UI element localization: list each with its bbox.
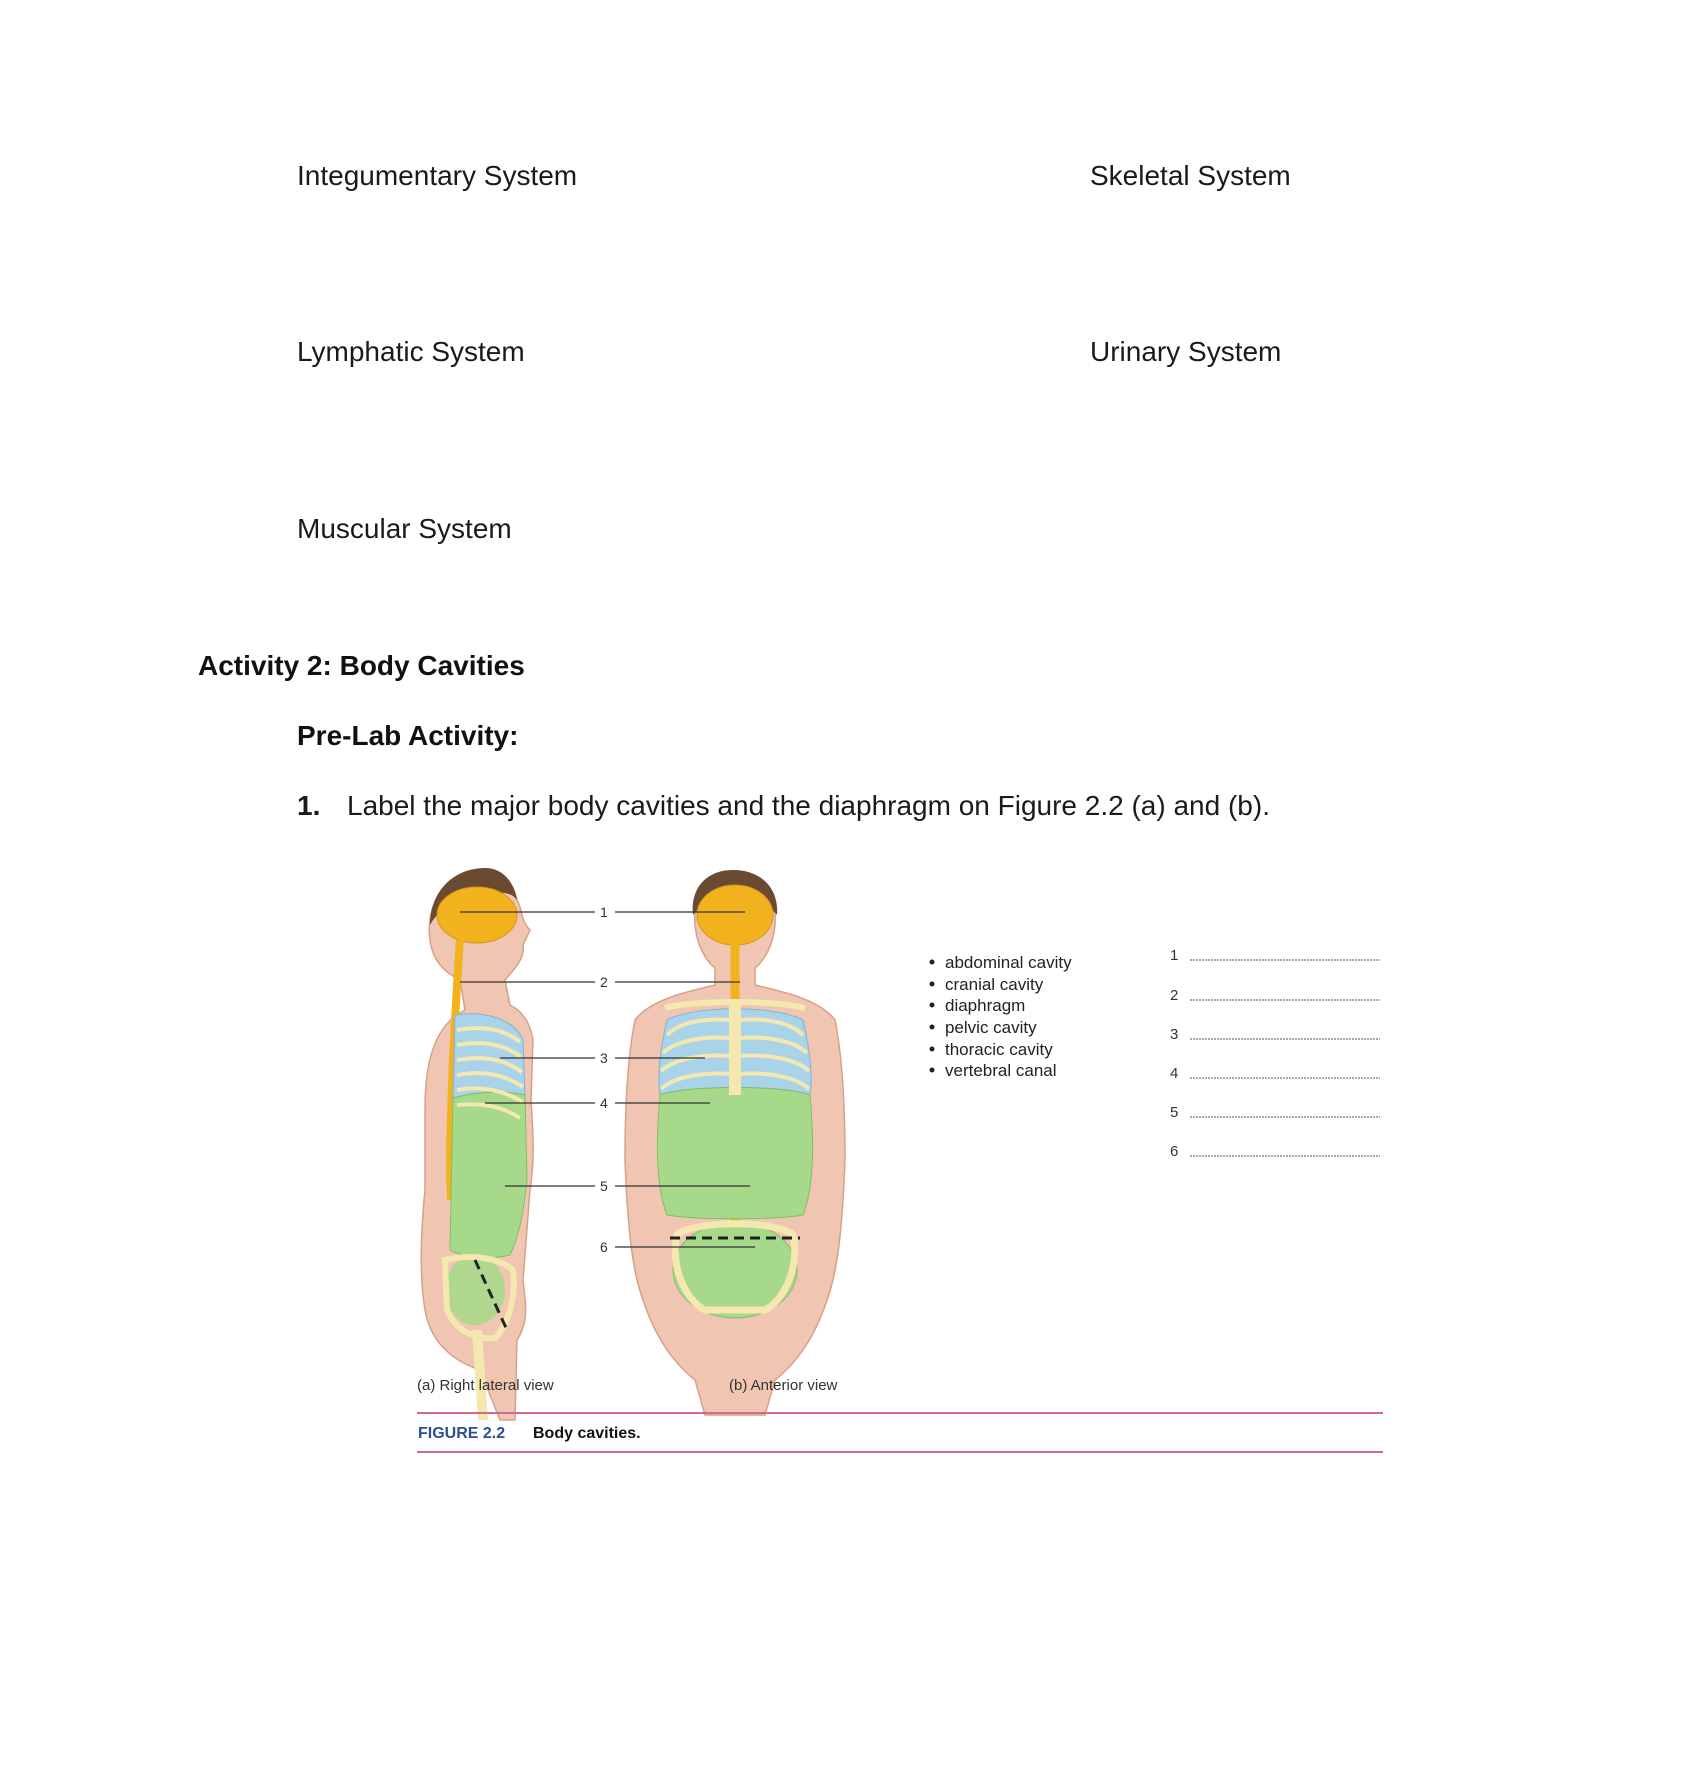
prelab-heading: Pre-Lab Activity: — [297, 720, 519, 751]
leader-number-1: 1 — [600, 904, 608, 920]
anterior-abdominal-cavity — [657, 1088, 812, 1219]
activity-title: Activity 2: Body Cavities — [198, 650, 525, 681]
word-bank — [930, 953, 1073, 1080]
question-1 — [297, 790, 1270, 822]
integumentary-system-label: Integumentary System — [297, 160, 578, 191]
skeletal-system-label: Skeletal System — [1090, 160, 1291, 191]
lateral-view-figure — [421, 868, 533, 1420]
lymphatic-system-label: Lymphatic System — [297, 336, 525, 367]
word-bank-item: vertebral canal — [945, 1061, 1057, 1080]
body-cavities-illustration — [405, 860, 1395, 1470]
word-bank-item: diaphragm — [945, 996, 1026, 1015]
leader-number-6: 6 — [600, 1239, 608, 1255]
figure-title: Body cavities. — [533, 1425, 641, 1442]
word-bank-item: abdominal cavity — [945, 953, 1072, 972]
answer-number-1: 1 — [1170, 947, 1179, 964]
answer-number-5: 5 — [1170, 1104, 1179, 1121]
question-text: Label the major body cavities and the diaphragm on Figure 2.2 (a) and (b). — [347, 790, 1270, 821]
view-caption-b: (b) Anterior view — [729, 1377, 838, 1394]
lateral-leg-bone — [477, 1330, 483, 1420]
anterior-cranial-cavity — [697, 885, 773, 945]
word-bank-item: thoracic cavity — [945, 1040, 1053, 1059]
leader-number-5: 5 — [600, 1178, 608, 1194]
lateral-cranial-cavity — [437, 887, 517, 943]
answer-number-2: 2 — [1170, 987, 1179, 1004]
leader-number-labels — [600, 904, 608, 1255]
question-number: 1. — [297, 790, 321, 821]
muscular-system-label: Muscular System — [297, 513, 512, 544]
figure-2-2 — [405, 860, 1395, 1470]
word-bank-item: cranial cavity — [945, 975, 1044, 994]
leader-number-3: 3 — [600, 1050, 608, 1066]
anterior-sternum — [729, 1005, 741, 1095]
answer-blanks — [1170, 947, 1380, 1160]
urinary-system-label: Urinary System — [1090, 336, 1282, 367]
lateral-pelvic-cavity — [445, 1255, 505, 1325]
figure-number: FIGURE 2.2 — [418, 1425, 506, 1442]
answer-number-4: 4 — [1170, 1065, 1179, 1082]
answer-number-3: 3 — [1170, 1026, 1179, 1043]
view-caption-a: (a) Right lateral view — [417, 1377, 554, 1394]
word-bank-item: pelvic cavity — [945, 1018, 1037, 1037]
anterior-view-figure — [625, 870, 845, 1415]
leader-number-2: 2 — [600, 974, 608, 990]
leader-number-4: 4 — [600, 1095, 608, 1111]
answer-number-6: 6 — [1170, 1143, 1179, 1160]
